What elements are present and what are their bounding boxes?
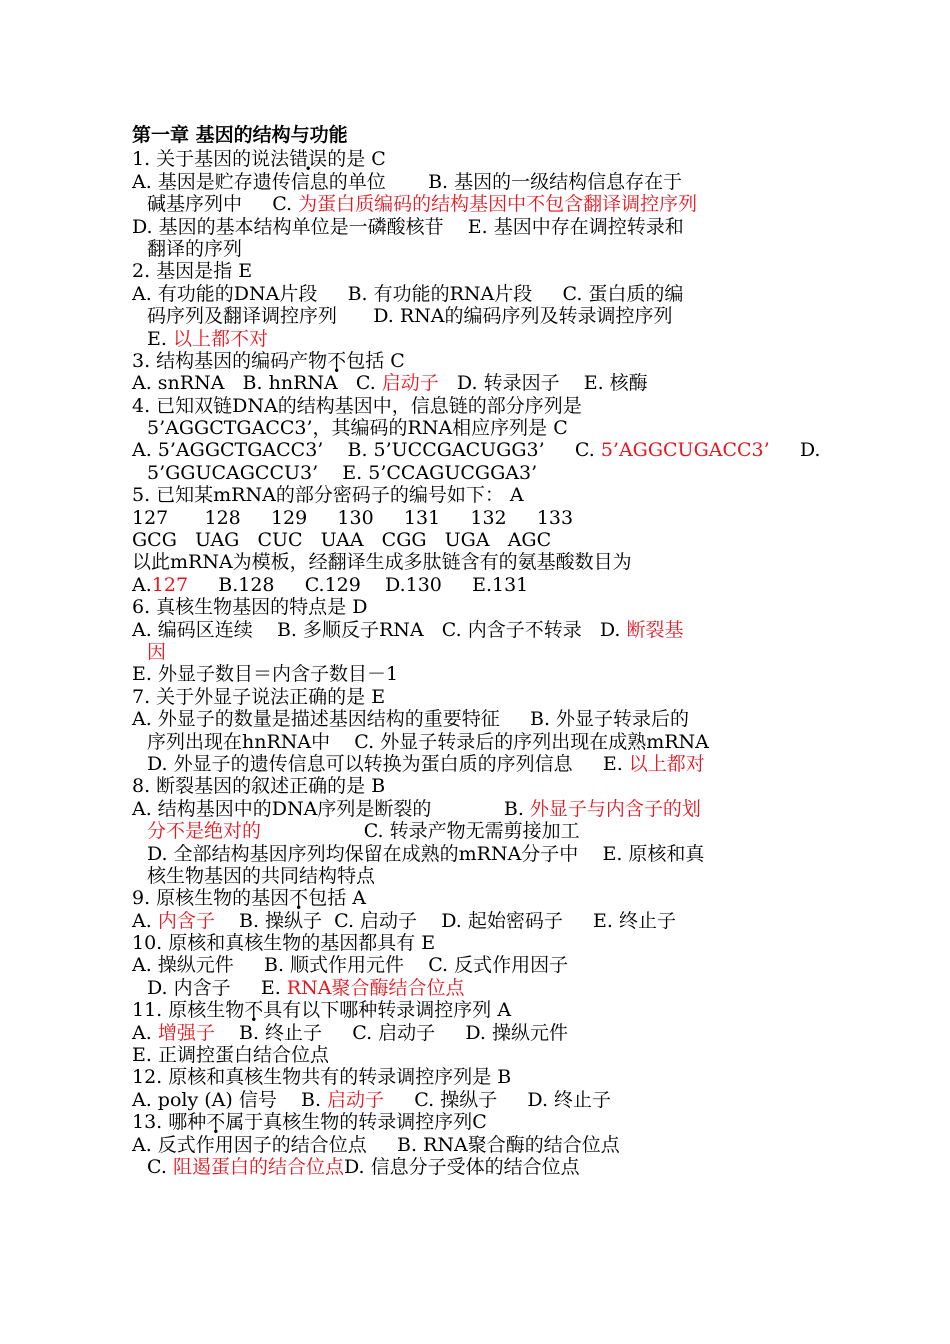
codon-numbers: 127 128 129 130 131 132 133 [132, 506, 574, 529]
question-13-options: A. 反式作用因子的结合位点 B. RNA聚合酶的结合位点 [132, 1133, 620, 1156]
question-7-options: A. 外显子的数量是描述基因结构的重要特征 B. 外显子转录后的 [132, 708, 690, 731]
question-7-options: D. 外显子的遗传信息可以转换为蛋白质的序列信息 E. 以上都对 [147, 752, 705, 775]
question-2-options: A. 有功能的DNA片段 B. 有功能的RNA片段 C. 蛋白质的编 [132, 282, 684, 305]
question-1-options: 翻译的序列 [147, 237, 243, 260]
answer-highlight: 内含子 [157, 909, 215, 932]
question-10-stem: 10. 原核和真核生物的基因都具有 E [132, 932, 436, 955]
question-6-options: A. 编码区连续 B. 多顺反子RNA C. 内含子不转录 D. 断裂基 [132, 618, 684, 641]
answer-highlight: 127 [151, 573, 189, 596]
question-11-options: E. 正调控蛋白结合位点 [132, 1044, 329, 1067]
question-8-options: 分不是绝对的 C. 转录产物无需剪接加工 [147, 820, 580, 843]
emphasis-word: 错误 [289, 148, 328, 171]
question-4-stem: 5’AGGCTGACC3’，其编码的RNA相应序列是 C [147, 417, 568, 440]
document-page [132, 124, 821, 1178]
question-7-options: 序列出现在hnRNA中 C. 外显子转录后的序列出现在成熟mRNA [147, 730, 709, 753]
emphasis-word: 不 [289, 887, 309, 910]
answer-highlight: 以上都不对 [172, 327, 268, 350]
question-12-stem: 12. 原核和真核生物共有的转录调控序列是 B [132, 1066, 512, 1089]
question-4-stem: 4. 已知双链DNA的结构基因中，信息链的部分序列是 [132, 394, 582, 417]
question-4-options: A. 5’AGGCTGACC3’ B. 5’UCCGACUGG3’ C. 5’AGGCUGACC3’ D. [132, 439, 821, 462]
question-6-options [132, 641, 812, 663]
question-1-options: A. 基因是贮存遗传信息的单位 B. 基因的一级结构信息存在于 [132, 170, 683, 193]
question-1-stem: 1. 关于基因的说法错误的是 C [132, 148, 386, 171]
question-5-options: A.127 B.128 C.129 D.130 E.131 [132, 573, 529, 596]
question-10-options: A. 操纵元件 B. 顺式作用元件 C. 反式作用因子 [132, 954, 569, 977]
question-3-stem: 3. 结构基因的编码产物不包括 C [132, 349, 405, 372]
answer-highlight: 为蛋白质编码的结构基因中不包含翻译调控序列 [298, 193, 698, 216]
question-4-options: 5’GGUCAGCCU3’ E. 5’CCAGUCGGA3’ [147, 461, 538, 484]
question-8-options: 核生物基因的共同结构特点 [147, 864, 376, 887]
question-3-options: A. snRNA B. hnRNA C. 启动子 D. 转录因子 E. 核酶 [132, 372, 648, 395]
question-9-options: A. 内含子 B. 操纵子 C. 启动子 D. 起始密码子 E. 终止子 [132, 909, 676, 932]
answer-highlight: 启动子 [381, 372, 439, 395]
question-5-stem: 5. 已知某mRNA的部分密码子的编号如下： A [132, 484, 524, 507]
question-13-options: C. 阻遏蛋白的结合位点D. 信息分子受体的结合位点 [147, 1155, 580, 1178]
question-5-text: 以此mRNA为模板，经翻译生成多肽链含有的氨基酸数目为 [132, 551, 632, 574]
question-13-stem: 13. 哪种不属于真核生物的转录调控序列C [132, 1111, 487, 1134]
question-11-options: A. 增强子 B. 终止子 C. 启动子 D. 操纵元件 [132, 1021, 568, 1044]
question-8-options: A. 结构基因中的DNA序列是断裂的 B. 外显子与内含子的划 [132, 797, 701, 820]
question-2-stem: 2. 基因是指 E [132, 260, 253, 283]
question-2-options: E. 以上都不对 [147, 327, 268, 350]
question-8-options: D. 全部结构基因序列均保留在成熟的mRNA分子中 E. 原核和真 [147, 842, 705, 865]
question-2-options: 码序列及翻译调控序列 D. RNA的编码序列及转录调控序列 [147, 305, 673, 328]
answer-highlight: 因 [147, 641, 167, 663]
answer-highlight: 外显子与内含子的划 [529, 797, 701, 820]
answer-highlight: 5’AGGCUGACC3’ [600, 439, 770, 462]
emphasis-word: 不 [206, 1111, 226, 1134]
answer-highlight: 分不是绝对的 [147, 820, 262, 843]
answer-highlight: RNA聚合酶结合位点 [286, 976, 465, 999]
question-12-options: A. poly (A) 信号 B. 启动子 C. 操纵子 D. 终止子 [132, 1088, 612, 1111]
question-1-options: D. 基因的基本结构单位是一磷酸核苷 E. 基因中存在调控转录和 [132, 215, 684, 238]
answer-highlight: 以上都对 [628, 752, 705, 775]
question-1-options: 碱基序列中 C. 为蛋白质编码的结构基因中不包含翻译调控序列 [147, 193, 698, 216]
answer-highlight: 启动子 [327, 1088, 385, 1111]
question-7-stem: 7. 关于外显子说法正确的是 E [132, 685, 386, 708]
chapter-title: 第一章 基因的结构与功能 [132, 124, 348, 146]
question-10-options: D. 内含子 E. RNA聚合酶结合位点 [147, 976, 465, 999]
question-11-stem: 11. 原核生物不具有以下哪种转录调控序列 A [132, 999, 512, 1022]
emphasis-word: 不 [327, 349, 347, 372]
question-8-stem: 8. 断裂基因的叙述正确的是 B [132, 775, 386, 798]
question-9-stem: 9. 原核生物的基因不包括 A [132, 887, 366, 910]
codon-sequence: GCG UAG CUC UAA CGG UGA AGC [132, 529, 552, 552]
answer-highlight: 阻遏蛋白的结合位点 [172, 1155, 344, 1178]
emphasis-word: 不 [244, 999, 264, 1022]
answer-highlight: 断裂基 [626, 618, 684, 641]
answer-highlight: 增强子 [157, 1021, 215, 1044]
question-6-options: E. 外显子数目＝内含子数目－1 [132, 663, 399, 686]
question-6-stem: 6. 真核生物基因的特点是 D [132, 596, 368, 619]
